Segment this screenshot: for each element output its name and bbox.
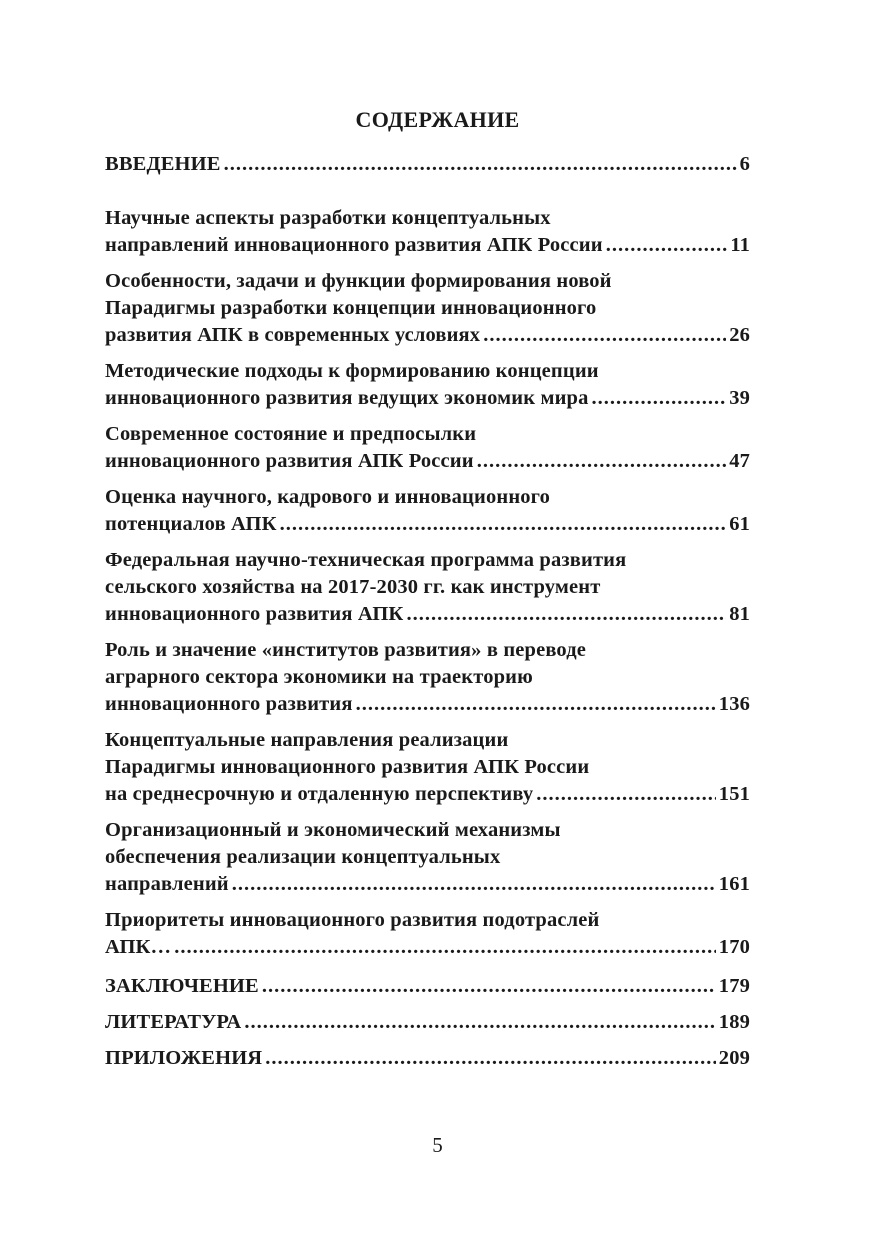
toc-entry-last-line (105, 1009, 750, 1036)
toc-entry-chapter-7[interactable] (105, 637, 750, 718)
dot-leader (483, 322, 726, 349)
toc-entry-title: развития АПК в современных условиях (105, 324, 481, 346)
toc-entry-title-line: Организационный и экономический механизмы (105, 819, 561, 841)
toc-entry-title-line: Парадигмы инновационного развития АПК России (105, 756, 590, 778)
dot-leader (606, 232, 728, 259)
toc-entry-title-line: Концептуальные направления реализации (105, 729, 509, 751)
toc-entry-last-line (105, 232, 750, 259)
toc-entry-title: ПРИЛОЖЕНИЯ (105, 1047, 263, 1069)
toc-entry-introduction[interactable] (105, 151, 750, 178)
toc-entry-chapter-10[interactable] (105, 907, 750, 961)
dot-leader (232, 871, 716, 898)
toc-entry-title: потенциалов АПК (105, 513, 277, 535)
toc-entry-title: направлений (105, 873, 229, 895)
toc-entry-title: АПК… (105, 936, 172, 958)
toc-entry-last-line (105, 691, 750, 718)
dot-leader (356, 691, 716, 718)
toc-entry-chapter-9[interactable] (105, 817, 750, 898)
toc-page-number: 11 (730, 234, 750, 256)
toc-entry-title-line: Приоритеты инновационного развития подотраслей (105, 909, 600, 931)
toc-page-number: 179 (718, 975, 750, 997)
toc-page-number: 170 (718, 936, 750, 958)
toc-entry-title-line: Парадигмы разработки концепции инновационного (105, 297, 597, 319)
toc-entry-title-line: сельского хозяйства на 2017-2030 гг. как инструмент (105, 576, 601, 598)
toc-entry-title-line: Оценка научного, кадрового и инновационного (105, 486, 551, 508)
toc-entry-title: ЗАКЛЮЧЕНИЕ (105, 975, 259, 997)
toc-page-number: 189 (718, 1011, 750, 1033)
toc-entry-last-line (105, 151, 750, 178)
toc-entry-chapter-3[interactable] (105, 358, 750, 412)
toc-page-number: 81 (729, 603, 750, 625)
toc-entry-title-line: аграрного сектора экономики на траекторию (105, 666, 533, 688)
toc-entry-last-line (105, 385, 750, 412)
toc-entry-title-line: Роль и значение «институтов развития» в переводе (105, 639, 587, 661)
toc-entry-last-line (105, 511, 750, 538)
dot-leader (592, 385, 727, 412)
toc-entry-last-line (105, 601, 750, 628)
dot-leader (280, 511, 727, 538)
toc-entry-title: инновационного развития ведущих экономик мира (105, 387, 589, 409)
toc-entry-last-line (105, 448, 750, 475)
toc-page-number: 26 (729, 324, 750, 346)
toc-entry-chapter-5[interactable] (105, 484, 750, 538)
toc-page-number: 61 (729, 513, 750, 535)
dot-leader (536, 781, 716, 808)
toc-entry-last-line (105, 934, 750, 961)
toc-entry-appendices[interactable] (105, 1045, 750, 1072)
toc-entry-conclusion[interactable] (105, 973, 750, 1000)
toc-page-number: 39 (729, 387, 750, 409)
toc-entry-title-line: Федеральная научно-техническая программа развития (105, 549, 627, 571)
toc-entry-title-line: Методические подходы к формированию концепции (105, 360, 599, 382)
toc-entry-title: ВВЕДЕНИЕ (105, 153, 221, 175)
page-number: 5 (432, 1133, 443, 1157)
dot-leader (406, 601, 726, 628)
toc-entry-last-line (105, 781, 750, 808)
toc-page-number: 161 (718, 873, 750, 895)
toc-entry-literature[interactable] (105, 1009, 750, 1036)
toc-entry-chapter-6[interactable] (105, 547, 750, 628)
toc-entry-chapter-2[interactable] (105, 268, 750, 349)
toc-entry-last-line (105, 322, 750, 349)
toc-entry-title: ЛИТЕРАТУРА (105, 1011, 242, 1033)
toc-entry-title: направлений инновационного развития АПК России (105, 234, 603, 256)
toc-entry-title: инновационного развития АПК России (105, 450, 474, 472)
dot-leader (477, 448, 726, 475)
toc-entry-last-line (105, 1045, 750, 1072)
toc-page-number: 209 (718, 1047, 750, 1069)
toc-entry-last-line (105, 871, 750, 898)
toc-entry-title: на среднесрочную и отдаленную перспективу (105, 783, 534, 805)
toc-entry-title-line: Современное состояние и предпосылки (105, 423, 477, 445)
dot-leader (244, 1009, 715, 1036)
toc-entry-title-line: Научные аспекты разработки концептуальных (105, 207, 551, 229)
dot-leader (174, 934, 716, 961)
toc-entry-title: инновационного развития АПК (105, 603, 404, 625)
toc-page-number: 151 (718, 783, 750, 805)
toc-entry-title-line: обеспечения реализации концептуальных (105, 846, 501, 868)
toc-page-number: 47 (729, 450, 750, 472)
toc-entry-chapter-8[interactable] (105, 727, 750, 808)
toc-entry-title-line: Особенности, задачи и функции формирования новой (105, 270, 612, 292)
dot-leader (265, 1045, 716, 1072)
toc-entry-chapter-1[interactable] (105, 205, 750, 259)
page-title: СОДЕРЖАНИЕ (355, 107, 520, 132)
toc-entry-last-line (105, 973, 750, 1000)
toc-entry-chapter-4[interactable] (105, 421, 750, 475)
dot-leader (224, 151, 737, 178)
toc-page-number: 136 (718, 693, 750, 715)
dot-leader (262, 973, 716, 1000)
toc-entry-title: инновационного развития (105, 693, 353, 715)
table-of-contents (105, 151, 750, 1072)
toc-page-number: 6 (739, 153, 750, 175)
